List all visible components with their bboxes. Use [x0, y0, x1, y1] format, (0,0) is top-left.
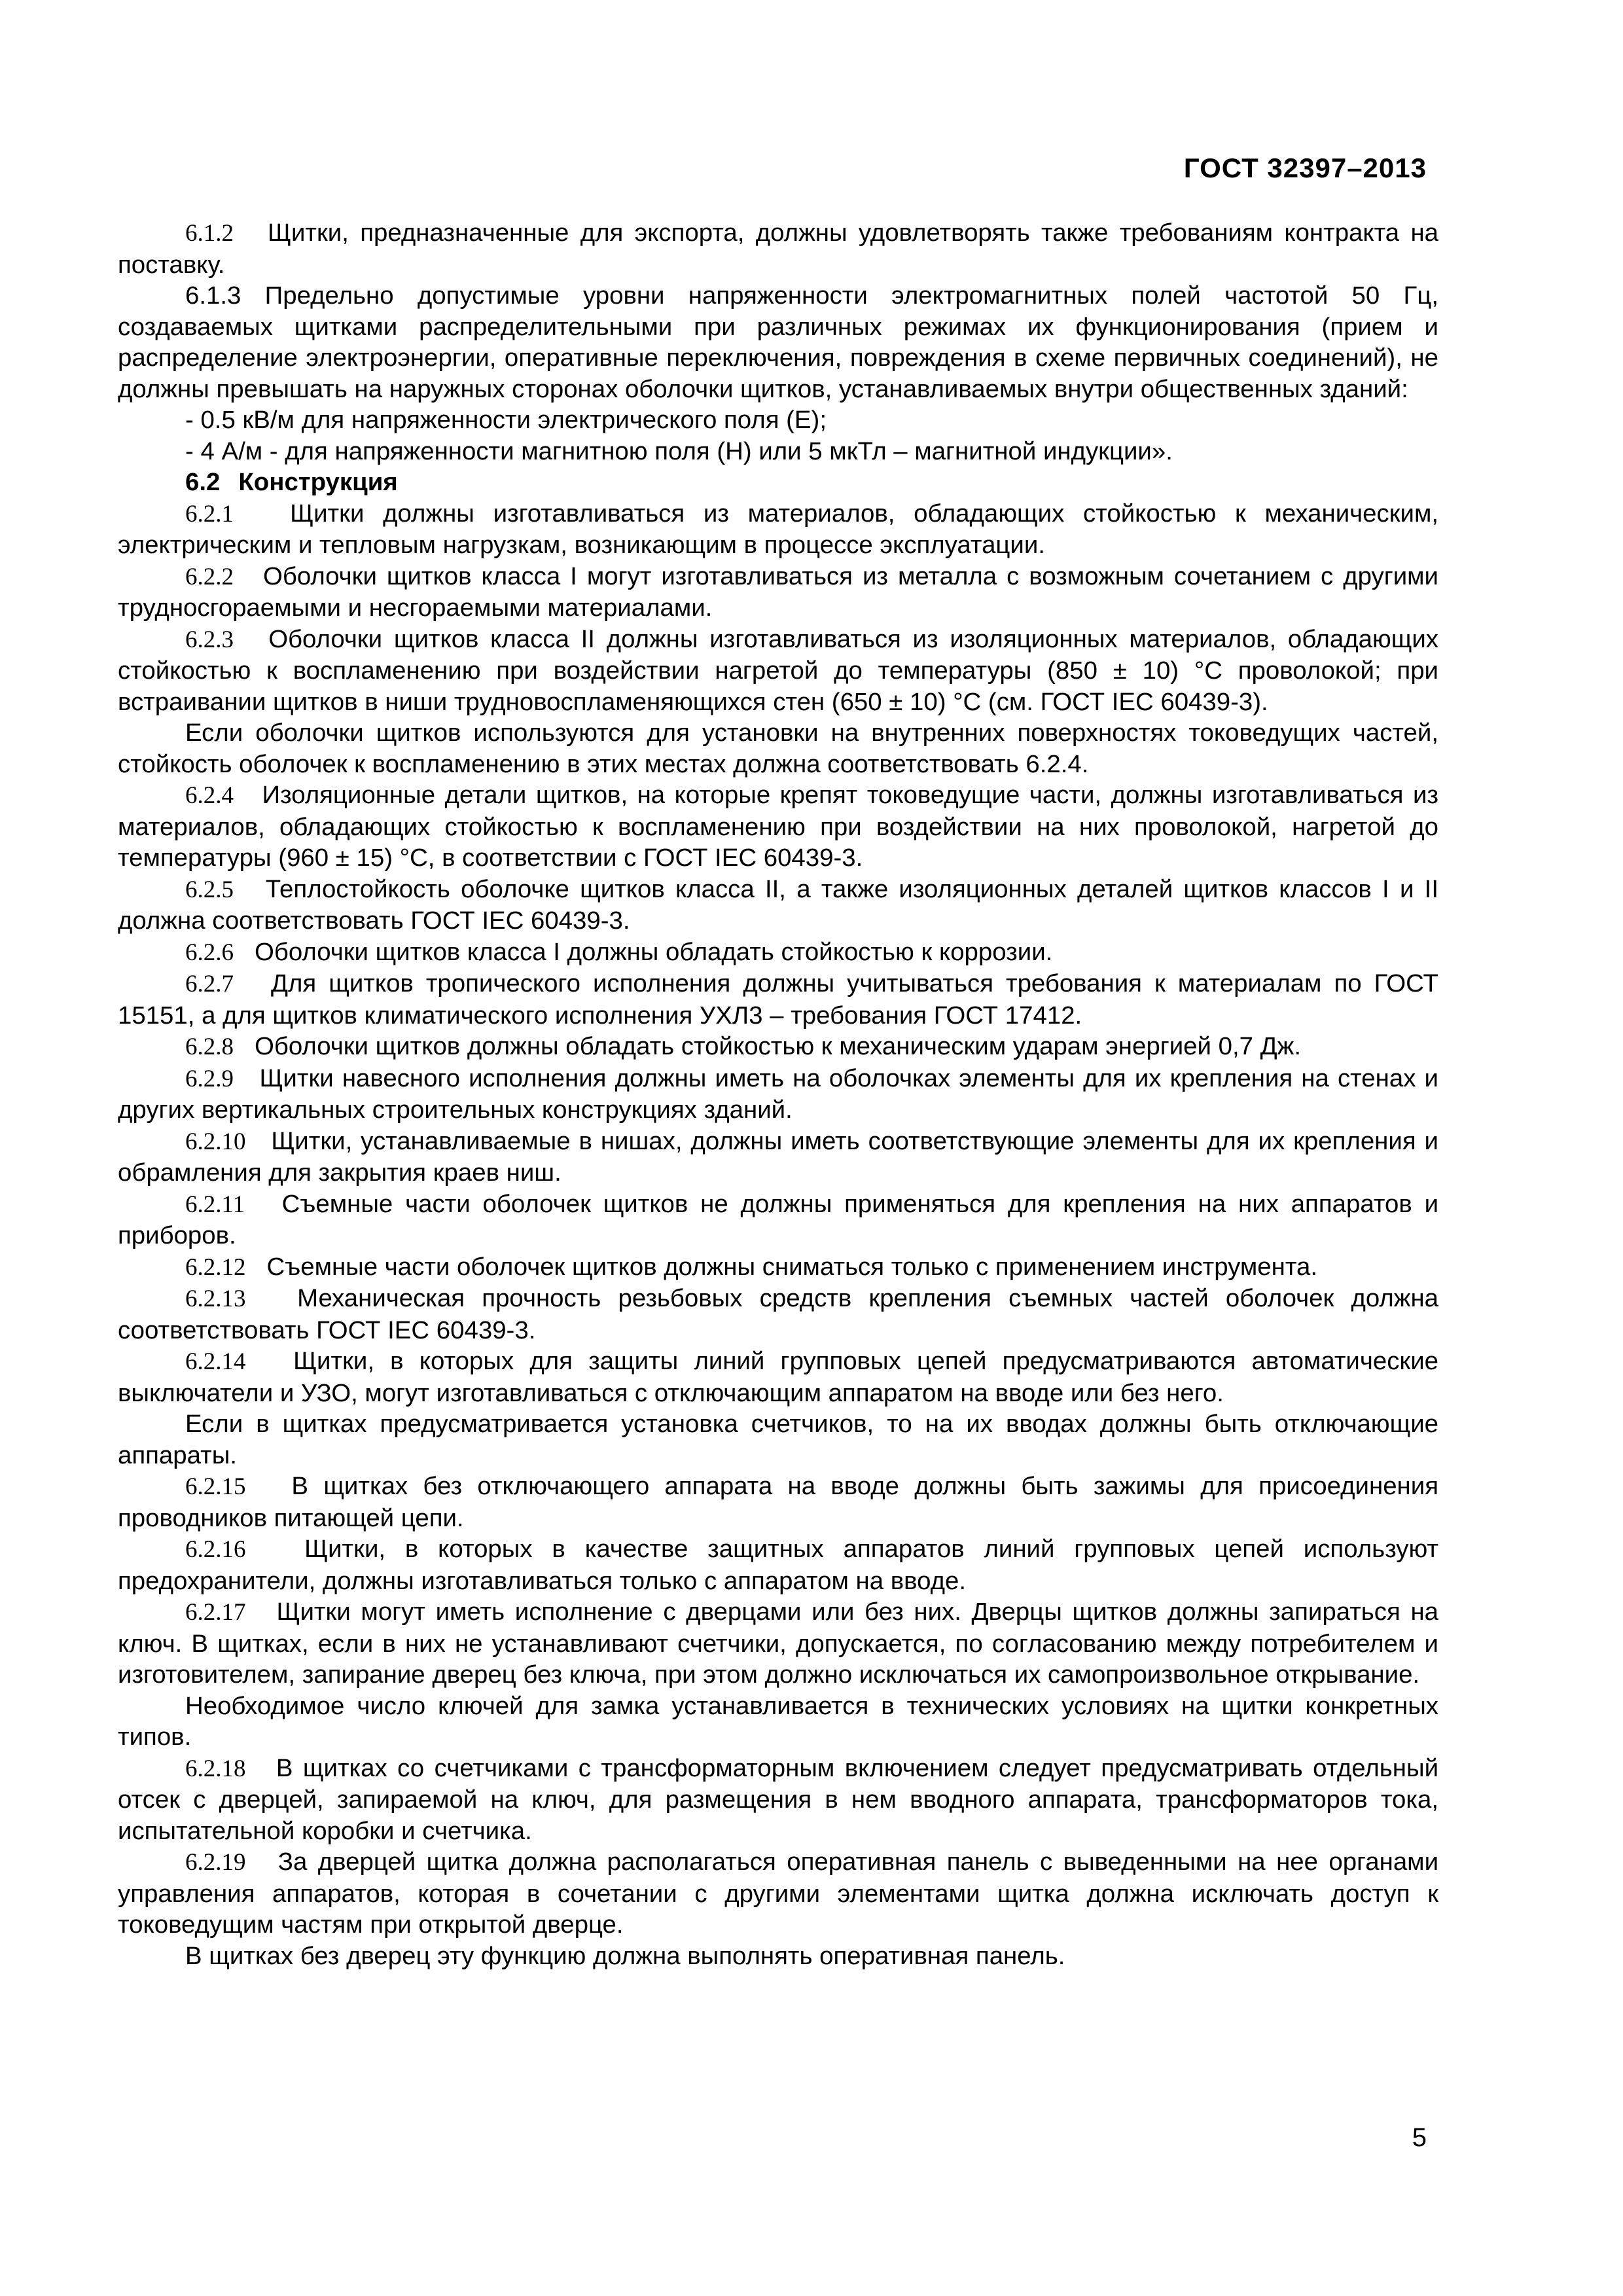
clause-text: В щитках со счетчиками с трансформаторным включением следует предусматривать отдельный отсек с дверцей, запираемой на ключ, для размещения в нем вводного аппарата, трансформаторов тока, испытательной коробки и счетчика. [118, 1753, 1439, 1845]
section-heading [118, 467, 1438, 498]
clause-text: Щитки, устанавливаемые в нишах, должны иметь соответствующие элементы для их крепления и обрамления для закрытия краев ниш. [118, 1126, 1438, 1187]
paragraph-6-1-3 [118, 280, 1438, 404]
clause-text: Если в щитках предусматривается установка счетчиков, то на их вводах должны быть отключающие аппараты. [118, 1410, 1438, 1469]
clause-text: Предельно допустимые уровни напряженности электромагнитных полей частотой 50 Гц, создаваемых щитками распределительными при различных режимах их функционирования (прием и распределение электроэнергии, оперативные переключения, повреждения в схеме первичных соединений), не должны превышать на наружных сторонах оболочки щитков, устанавливаемых внутри общественных зданий: [118, 281, 1438, 403]
clause-6-2-3 [118, 624, 1438, 718]
clause-number: 6.2.5 [185, 876, 234, 903]
clause-number: 6.2.12 [185, 1253, 246, 1281]
clause-text: Механическая прочность резьбовых средств крепления съемных частей оболочек должна соответствовать ГОСТ IEC 60439-3. [118, 1284, 1439, 1344]
clause-text: Изоляционные детали щитков, на которые крепят токоведущие части, должны изготавливаться из материалов, обладающих стойкостью к воспламенению при воздействии на них проволокой, нагретой до температуры (960 ± 15) °С, в соответствии с ГОСТ IEC 60439-3. [118, 781, 1438, 872]
clause-6-2-19 [118, 1846, 1438, 1941]
document-header: ГОСТ 32397–2013 [1183, 152, 1427, 183]
clause-6-2-17 [118, 1596, 1438, 1691]
clause-6-2-16 [118, 1534, 1438, 1596]
clause-number: 6.2.8 [185, 1033, 234, 1060]
clause-6-2-12 [118, 1251, 1438, 1283]
clause-number: 6.2.10 [185, 1128, 246, 1155]
clause-text: Съемные части оболочек щитков не должны применяться для крепления на них аппаратов и приборов. [118, 1189, 1439, 1249]
paragraph [118, 1408, 1438, 1471]
clause-text: Съемные части оболочек щитков должны сниматься только с применением инструмента. [266, 1252, 1318, 1281]
clause-number: 6.2.17 [185, 1599, 246, 1626]
clause-text: Оболочки щитков должны обладать стойкостью к механическим ударам энергией 0,7 Дж. [255, 1032, 1301, 1060]
document-body [118, 217, 1438, 1971]
clause-number: 6.1.2 [185, 220, 234, 247]
clause-number: 6.2.15 [185, 1473, 246, 1500]
clause-text: Щитки, в которых для защиты линий групповых цепей предусматриваются автоматические выключатели и УЗО, могут изготавливаться с отключающим аппаратом на вводе или без него. [118, 1347, 1439, 1407]
clause-text: Для щитков тропического исполнения должны учитываться требования к материалам по ГОСТ 15151, а для щитков климатического исполнения УХЛ3 – требования ГОСТ 17412. [118, 969, 1438, 1030]
clause-6-2-4 [118, 780, 1438, 874]
clause-number: 6.2.19 [185, 1849, 246, 1876]
clause-6-2-5 [118, 874, 1438, 937]
clause-text: Необходимое число ключей для замка устанавливается в технических условиях на щитки конкретных типов. [118, 1691, 1438, 1751]
list-item: - 0.5 кВ/м для напряженности электрического поля (Е); [185, 406, 827, 434]
clause-text: За дверцей щитка должна располагаться оперативная панель с выведенными на нее органами управления аппаратов, которая в сочетании с другими элементами щитка должна исключать доступ к токоведущим частям при открытой дверце. [118, 1848, 1439, 1939]
clause-6-2-11 [118, 1189, 1438, 1251]
clause-text: В щитках без отключающего аппарата на вводе должны быть зажимы для присоединения проводников питающей цепи. [118, 1472, 1438, 1532]
clause-6-2-7 [118, 968, 1438, 1031]
clause-6-2-13 [118, 1283, 1438, 1346]
clause-text: Щитки должны изготавливаться из материалов, обладающих стойкостью к механическим, электрическим и тепловым нагрузкам, возникающим в процессе эксплуатации. [118, 499, 1438, 559]
clause-6-2-14 [118, 1346, 1438, 1408]
clause-text: Оболочки щитков класса II должны изготавливаться из изоляционных материалов, обладающих стойкостью к воспламенению при воздействии нагретой до температуры (850 ± 10) °С проволокой; при встраивании щитков в ниши трудновоспламеняющихся стен (650 ± 10) °С (см. ГОСТ IEC 60439-3). [118, 624, 1438, 716]
clause-text: Щитки, в которых в качестве защитных аппаратов линий групповых цепей используют предохранители, должны изготавливаться только с аппаратом на вводе. [118, 1535, 1439, 1595]
clause-number: 6.2.1 [185, 500, 234, 528]
clause-number: 6.2.14 [185, 1348, 246, 1375]
clause-text: В щитках без дверец эту функцию должна выполнять оперативная панель. [185, 1941, 1065, 1970]
clause-text: Теплостойкость оболочке щитков класса II, а также изоляционных деталей щитков классов I и II должна соответствовать ГОСТ IEC 60439-3. [118, 874, 1438, 935]
page-number: 5 [1412, 2123, 1427, 2152]
clause-6-2-2 [118, 561, 1438, 624]
clause-list [118, 498, 1438, 1972]
clause-6-2-1 [118, 498, 1438, 561]
clause-number: 6.2.13 [185, 1285, 246, 1312]
clause-6-2-9 [118, 1063, 1438, 1126]
clause-text: Щитки навесного исполнения должны иметь на оболочках элементы для их крепления на стенах и других вертикальных строительных конструкциях зданий. [118, 1064, 1439, 1124]
clause-number: 6.2.6 [185, 939, 234, 966]
clause-number: 6.1.3 [185, 281, 241, 310]
clause-text: Щитки, предназначенные для экспорта, должны удовлетворять также требованиям контракта на поставку. [118, 219, 1439, 279]
paragraph [118, 1941, 1438, 1972]
clause-number: 6.2.2 [185, 563, 234, 590]
clause-6-2-18 [118, 1753, 1438, 1847]
clause-text: Оболочки щитков класса I могут изготавливаться из металла с возможным сочетанием с другими трудносгораемыми и несгораемыми материалами. [118, 562, 1439, 622]
clause-6-2-10 [118, 1126, 1438, 1189]
clause-number: 6.2.4 [185, 782, 234, 809]
clause-6-2-8 [118, 1031, 1438, 1063]
clause-number: 6.2.7 [185, 971, 234, 997]
clause-text: Если оболочки щитков используются для установки на внутренних поверхностях токоведущих частей, стойкость оболочек к воспламенению в этих местах должна соответствовать 6.2.4. [118, 719, 1438, 778]
clause-number: 6.2.3 [185, 626, 234, 653]
clause-number: 6.2.18 [185, 1755, 246, 1782]
clause-number: 6.2.11 [185, 1191, 245, 1218]
paragraph [118, 1691, 1438, 1753]
clause-number: 6.2.9 [185, 1065, 234, 1092]
clause-number: 6.2.16 [185, 1536, 246, 1563]
clause-6-2-15 [118, 1471, 1438, 1534]
clause-6-2-6 [118, 937, 1438, 969]
section-number: 6.2 [185, 468, 221, 496]
paragraph [118, 717, 1438, 780]
clause-text: Оболочки щитков класса I должны обладать стойкостью к коррозии. [255, 937, 1053, 966]
clause-text: Щитки могут иметь исполнение с дверцами или без них. Дверцы щитков должны запираться на ключ. В щитках, если в них не устанавливают счетчики, допускается, по согласованию между потребителем и изготовителем, запирание дверец без ключа, при этом должно исключаться их самопроизвольное открывание. [118, 1598, 1438, 1689]
section-title: Конструкция [238, 468, 398, 496]
paragraph-6-1-2 [118, 217, 1438, 280]
list-item: - 4 А/м - для напряженности магнитною поля (Н) или 5 мкТл – магнитной индукции». [185, 437, 1173, 465]
